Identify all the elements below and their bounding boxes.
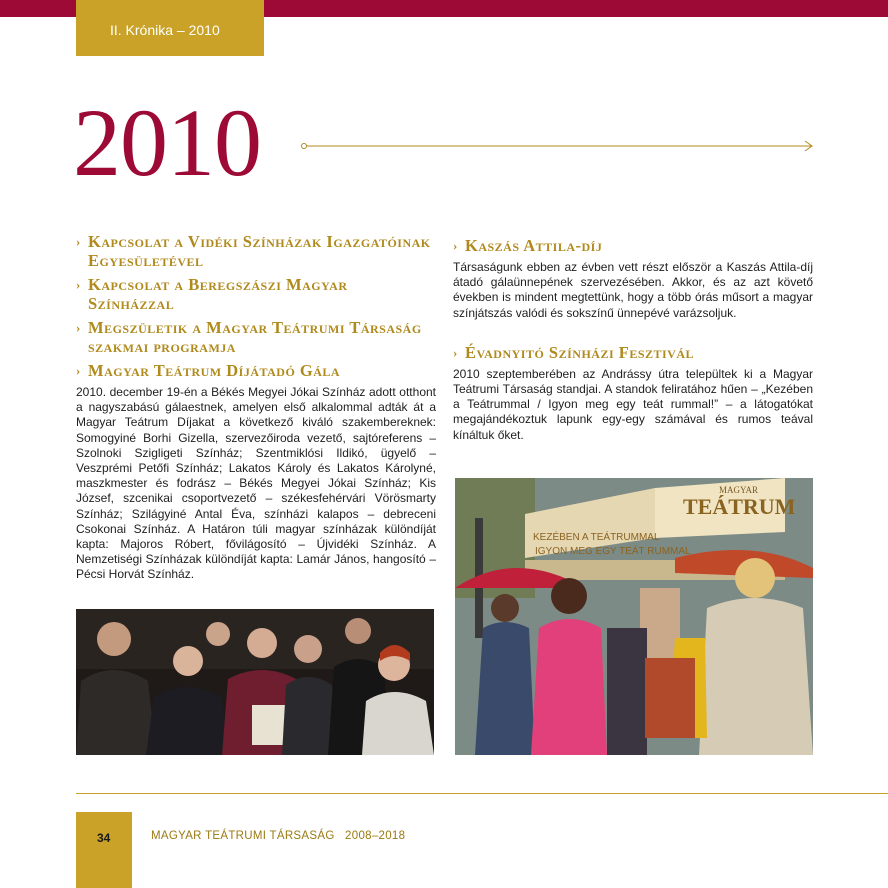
left-column [76, 232, 436, 583]
banner-line1-text: KEZÉBEN A TEÁTRUMMAL [533, 532, 660, 543]
bullet-icon: › [76, 234, 81, 249]
heading-szakmai-program: › Megszületik a Magyar Teátrumi Társaság szakmai programja [76, 318, 422, 356]
heading-beregszaszi: › Kapcsolat a Beregszászi Magyar Színházzal [76, 275, 348, 313]
page-number: 34 [97, 831, 111, 845]
right-column [453, 236, 813, 443]
title-arrow-icon [300, 139, 815, 153]
heading-kaszas-attila-dij: › Kaszás Attila-díj [453, 236, 603, 255]
festival-stand-photo [455, 478, 813, 755]
festival-photo-drawing [455, 478, 813, 755]
chapter-label: II. Krónika – 2010 [110, 22, 220, 38]
kaszas-paragraph: Társaságunk ebben az évben vett részt először a Kaszás Attila-díj átadó gálaünnepének szervezésében. Akkor, és az azt követő években is mindent megtettünk, hogy a több órás műsort a magyar színjátszás valódi és sokszínű ünnepévé varázsoljuk. [453, 260, 813, 320]
footer-publication: MAGYAR TEÁTRUMI TÁRSASÁG 2008–2018 [151, 830, 406, 842]
gala-group-photo [76, 609, 434, 755]
gala-photo-drawing [76, 609, 434, 755]
bullet-icon: › [76, 277, 81, 292]
page-number-box [76, 812, 132, 888]
bullet-icon: › [76, 363, 81, 378]
bullet-icon: › [76, 320, 81, 335]
fesztival-paragraph: 2010 szeptemberében az Andrássy útra települtek ki a Magyar Teátrumi Társaság standjai. A standok feliratához hűen – „Kezében a Teátrummal / Igyon meg egy teát rummal!” – a látogatókat megajándékoztuk lapunk egy-egy számával és rumos teával kínáltuk őket. [453, 366, 813, 442]
banner-line2-text: IGYON MEG EGY TEÁT RUMMAL [535, 546, 691, 557]
heading-dijatado-gala: › Magyar Teátrum Díjátadó Gála [76, 361, 341, 380]
bullet-icon: › [453, 238, 458, 253]
footer-divider [76, 793, 888, 794]
sign-brand-text: TEÁTRUM [683, 494, 796, 519]
heading-videki-szinhazak: › Kapcsolat a Vidéki Színházak Igazgatóinak Egyesületével [76, 232, 431, 270]
page-title: 2010 [73, 89, 261, 196]
gala-paragraph: 2010. december 19-én a Békés Megyei Jókai Színház adott otthont a nagyszabású gálaestnek, amelyen első alkalommal adták át a Magyar Teátrum Díjakat a következő kiváló szakembereknek: Somogyiné Borhi Gizella, szervezőiroda vezető, sajtóreferens – Szolnoki Szigligeti Színház; Szentmiklósi Ildikó, ügyelő – Veszprémi Petőfi Színház; Lakatos Károly és Lakatos Károlyné, maszkmester és fodrász – Békés Megyei Jókai Színház; Kis József, szcenikai csoportvezető – székesfehérvári Vörösmarty Színház; Szilágyiné Antal Éva, színházi kalapos – debreceni Csokonai Színház. A Határon túli magyar színházak különdíját kapta: Majoros Róbert, fővilágosító – Újvidéki Színház. A Nemzetiségi Színházak különdíját kapta: Lamár János, hangosító – Pécsi Horvát Színház. [76, 385, 436, 582]
heading-evadnyito-fesztival: › Évadnyitó Színházi Fesztivál [453, 342, 695, 362]
bullet-icon: › [453, 344, 458, 360]
chapter-tab [76, 0, 264, 56]
sign-top-text: MAGYAR [719, 485, 759, 495]
